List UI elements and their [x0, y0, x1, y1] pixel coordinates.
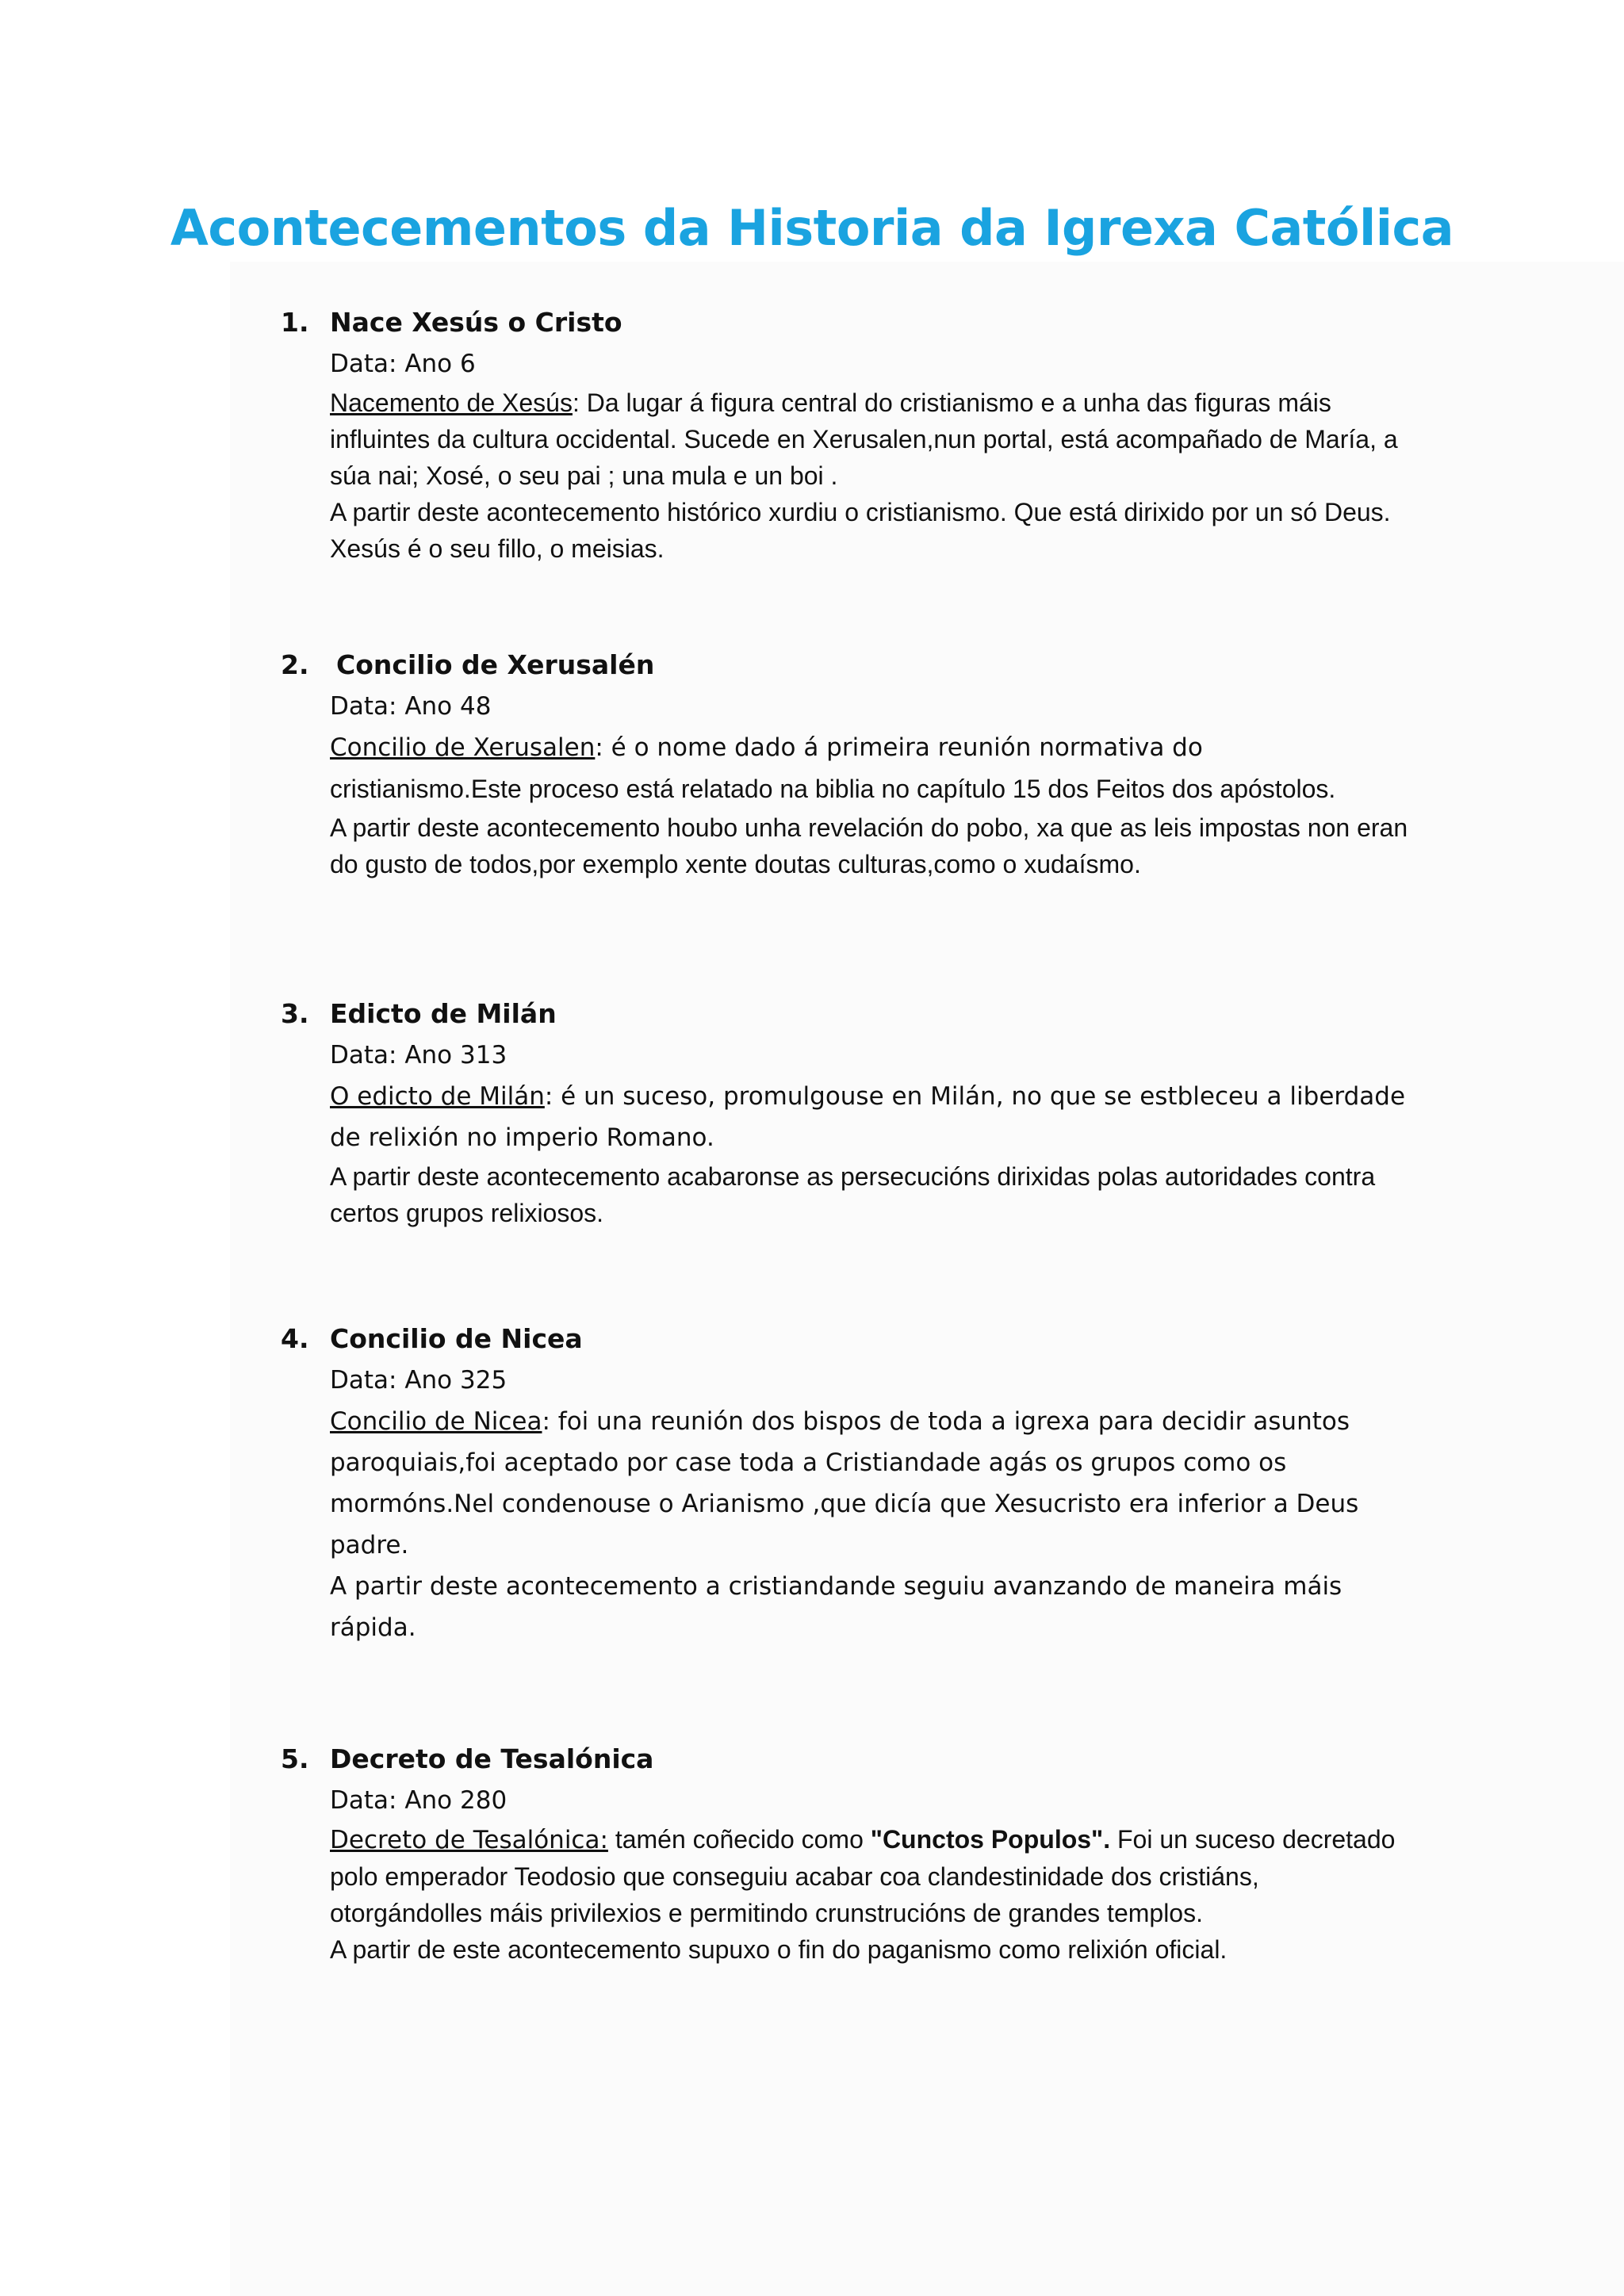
event-desc-quote: "Cunctos Populos".	[870, 1825, 1111, 1854]
event-desc-text-2: Foi un suceso decretado polo emperador Teodosio que conseguiu acabar coa clandestinidade dos cristiáns, otorgándolles máis privilexios e permitindo crunstrucións de grandes templos.	[330, 1825, 1396, 1927]
event-description-cont: cristianismo.Este proceso está relatado na biblia no capítulo 15 dos Feitos dos apóstolos.	[330, 775, 1336, 803]
event-body	[330, 1035, 1408, 1231]
event-number: 1.	[281, 307, 309, 338]
event-header	[281, 645, 1407, 686]
event-body	[330, 1360, 1408, 1648]
event-number: 4.	[281, 1323, 309, 1354]
event-desc-text: : é un suceso, promulgouse en Milán, no que se estbleceu a liberdade de relixión no imperio Romano.	[330, 1082, 1406, 1152]
event-header	[281, 302, 1407, 343]
event-lead: O edicto de Milán	[330, 1082, 545, 1111]
event-desc-text: : foi una reunión dos bispos de toda a igrexa para decidir asuntos paroquiais,foi aceptado por case toda a Cristiandade agás os grupos como os mormóns.Nel condenouse o Arianismo ,que dicía que Xesucristo era inferior a Deus padre.	[330, 1407, 1359, 1559]
event-header	[281, 1739, 1407, 1780]
event-lead: Concilio de Xerusalen	[330, 733, 596, 762]
event-date: Data: Ano 313	[330, 1041, 508, 1070]
event-consequence: A partir deste acontecemento a cristiandande seguiu avanzando de maneira máis rápida.	[330, 1572, 1342, 1642]
event-number: 5.	[281, 1743, 309, 1774]
event-consequence: A partir deste acontecemento acabaronse as persecucións dirixidas polas autoridades contra certos grupos relixiosos.	[330, 1162, 1376, 1227]
event-lead: Decreto de Tesalónica:	[330, 1826, 608, 1854]
event-heading: Nace Xesús o Cristo	[330, 307, 622, 338]
event-body	[330, 686, 1408, 882]
event-number: 2.	[281, 649, 309, 680]
event-description	[330, 1401, 1408, 1566]
event-consequence: A partir deste acontecemento histórico xurdiu o cristianismo. Que está dirixido por un só Deus. Xesús é o seu fillo, o meisias.	[330, 498, 1391, 563]
event-description	[330, 1821, 1408, 1931]
event-desc-text: : Da lugar á figura central do cristianismo e a unha das figuras máis influintes da cultura occidental. Sucede en Xerusalen,nun portal, está acompañado de María, a súa nai; Xosé, o seu pai ; una mula e un boi .	[330, 388, 1398, 490]
event-description	[330, 385, 1408, 494]
event-date: Data: Ano 325	[330, 1366, 508, 1395]
event-lead: Nacemento de Xesús	[330, 388, 573, 417]
event-heading: Concilio de Xerusalén	[336, 649, 655, 680]
event-date: Data: Ano 280	[330, 1786, 508, 1815]
event-number: 3.	[281, 998, 309, 1029]
event-desc-text: : é o nome dado á primeira reunión normativa do	[595, 733, 1203, 762]
document-title: Acontecementos da Historia da Igrexa Católica	[170, 199, 1454, 257]
event-1	[281, 302, 1407, 567]
event-description	[330, 1076, 1408, 1158]
event-3	[281, 993, 1407, 1231]
event-date: Data: Ano 6	[330, 350, 476, 378]
event-body	[330, 343, 1408, 567]
event-consequence: A partir de este acontecemento supuxo o fin do paganismo como relixión oficial.	[330, 1935, 1228, 1964]
event-5	[281, 1739, 1407, 1968]
event-desc-text: tamén coñecido como	[607, 1825, 871, 1854]
event-date: Data: Ano 48	[330, 692, 492, 721]
event-heading: Decreto de Tesalónica	[330, 1743, 654, 1774]
event-consequence: A partir deste acontecemento houbo unha revelación do pobo, xa que as leis impostas non eran do gusto de todos,por exemplo xente doutas culturas,como o xudaísmo.	[330, 813, 1408, 878]
event-header	[281, 993, 1407, 1035]
event-heading: Edicto de Milán	[330, 998, 557, 1029]
event-heading: Concilio de Nicea	[330, 1323, 583, 1354]
event-2	[281, 645, 1407, 882]
event-4	[281, 1318, 1407, 1648]
event-body	[330, 1780, 1408, 1968]
event-header	[281, 1318, 1407, 1360]
event-description	[330, 727, 1408, 768]
event-lead: Concilio de Nicea	[330, 1407, 542, 1436]
